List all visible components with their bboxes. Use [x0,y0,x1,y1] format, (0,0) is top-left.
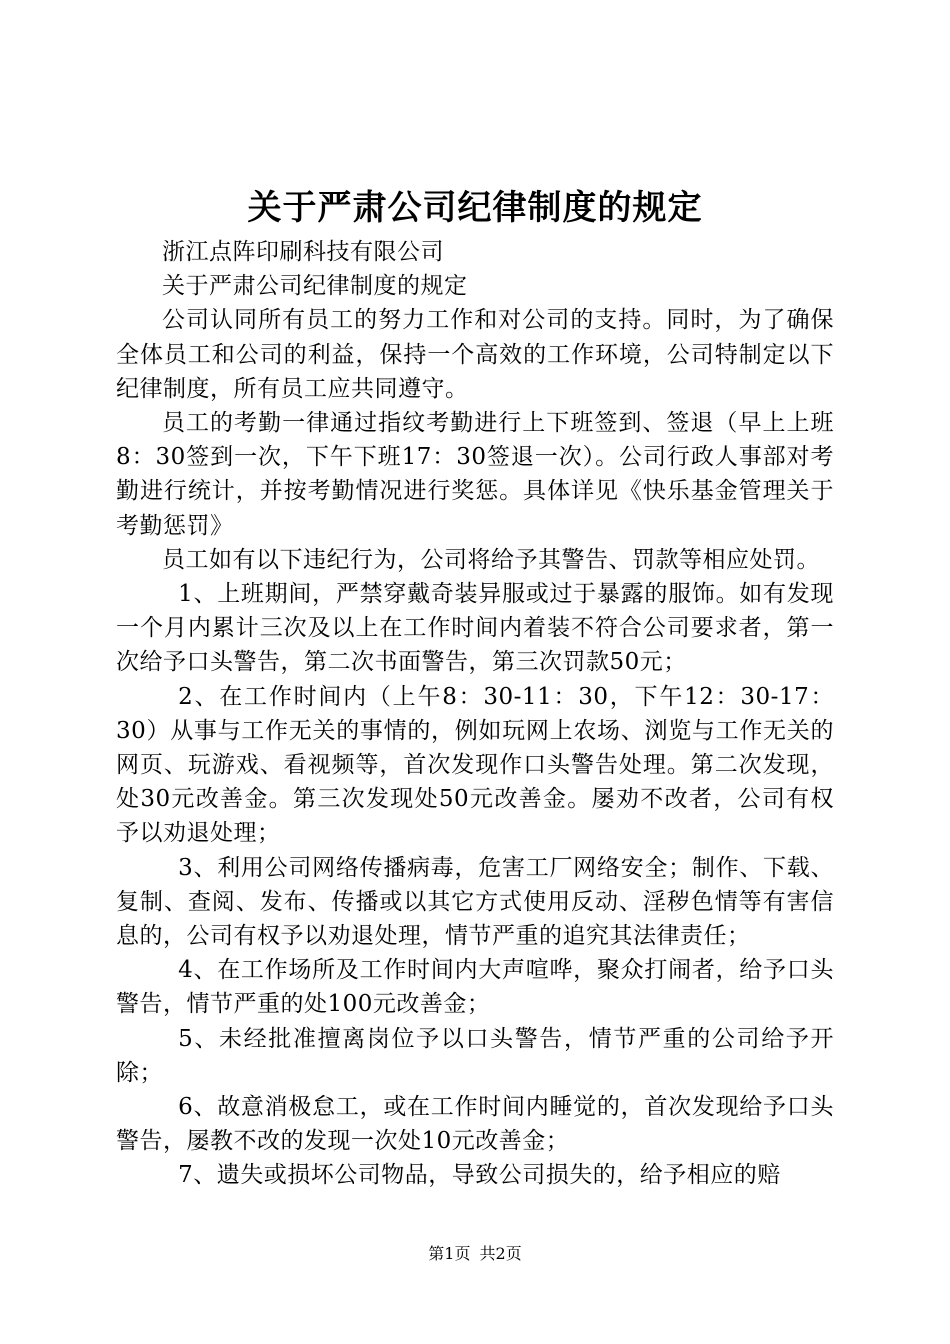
subtitle: 关于严肃公司纪律制度的规定 [162,273,468,300]
rule-item-4: 4、在工作场所及工作时间内大声喧哗，聚众打闹者，给予口头警告，情节严重的处100元改善金； [116,957,834,1018]
intro-paragraph: 公司认同所有员工的努力工作和对公司的支持。同时，为了确保全体员工和公司的利益，保持一个高效的工作环境，公司特制定以下纪律制度，所有员工应共同遵守。 [116,307,834,402]
page-total: 共2页 [479,1244,522,1263]
rule-item-2: 2、在工作时间内（上午8：30-11：30，下午12：30-17：30）从事与工作无关的事情的，例如玩网上农场、浏览与工作无关的网页、玩游戏、看视频等，首次发现作口头警告处理。第二次发现，处30元改善金。第三次发现处50元改善金。屡劝不改者，公司有权予以劝退处理； [116,683,834,847]
rule-item-5: 5、未经批准擅离岗位予以口头警告，情节严重的公司给予开除； [116,1025,834,1086]
rule-item-3: 3、利用公司网络传播病毒，危害工厂网络安全；制作、下载、复制、查阅、发布、传播或以其它方式使用反动、淫秽色情等有害信息的，公司有权予以劝退处理，情节严重的追究其法律责任； [116,854,834,950]
rule-item-6: 6、故意消极怠工，或在工作时间内睡觉的，首次发现给予口头警告，屡教不改的发现一次处10元改善金； [116,1094,834,1155]
page-number: 第1页 [428,1244,471,1263]
document-body [116,235,834,1193]
violations-intro-paragraph: 员工如有以下违纪行为，公司将给予其警告、罚款等相应处罚。 [162,546,820,573]
attendance-paragraph: 员工的考勤一律通过指纹考勤进行上下班签到、签退（早上上班8：30签到一次，下午下班17：30签退一次）。公司行政人事部对考勤进行统计，并按考勤情况进行奖惩。具体详见《快乐基金管理关于考勤惩罚》 [116,410,834,539]
rule-item-7: 7、遗失或损坏公司物品，导致公司损失的，给予相应的赔 [178,1162,781,1189]
document-title: 关于严肃公司纪律制度的规定 [247,188,703,228]
company-name: 浙江点阵印刷科技有限公司 [162,239,444,265]
rule-item-1: 1、上班期间，严禁穿戴奇装异服或过于暴露的服饰。如有发现一个月内累计三次及以上在工作时间内着装不符合公司要求者，第一次给予口头警告，第二次书面警告，第三次罚款50元； [116,581,834,676]
page-footer [0,1243,950,1265]
